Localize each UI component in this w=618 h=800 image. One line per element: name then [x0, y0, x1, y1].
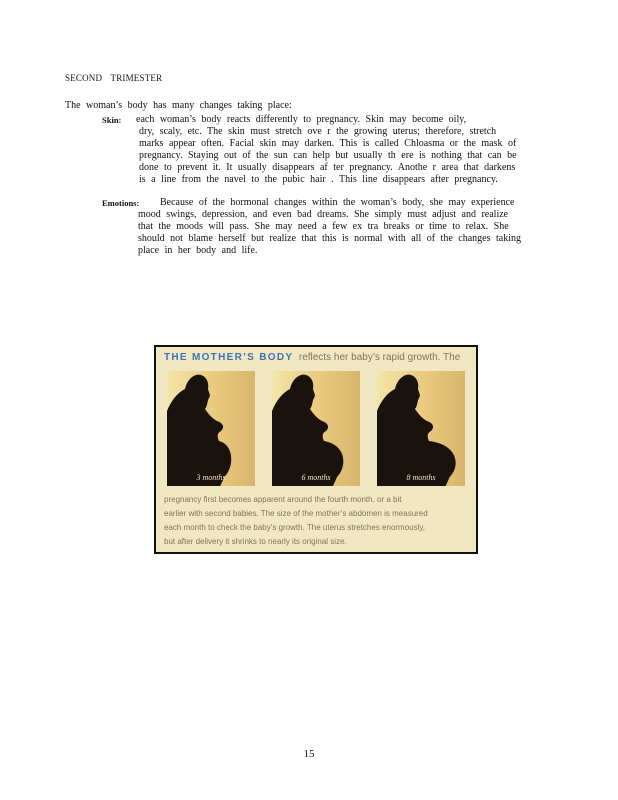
- photo-8-months: [377, 371, 465, 486]
- emotions-paragraph: [138, 197, 521, 257]
- skin-line: marks appear often. Facial skin may darken. This is called Chloasma or the mask of: [139, 138, 517, 149]
- skin-line: is a line from the navel to the pubic hair . This line disappears after pregnancy.: [139, 174, 498, 185]
- silhouette-icon: [377, 371, 465, 486]
- skin-paragraph: [136, 114, 517, 186]
- photo-3-months: [167, 371, 255, 486]
- skin-line: pregnancy. Staying out of the sun can help but usually th ere is nothing that can be: [139, 150, 517, 161]
- emotions-line: should not blame herself but realize that this is normal with all of the changes taking: [138, 233, 521, 244]
- silhouette-icon: [167, 371, 255, 486]
- term-emotions: Emotions:: [102, 198, 140, 208]
- emotions-line: place in her body and life.: [138, 245, 258, 256]
- caption-line: pregnancy first becomes apparent around the fourth month, or a bit: [164, 495, 402, 504]
- emotions-line: that the moods will pass. She may need a few ex tra breaks or time to relax. She: [138, 221, 509, 232]
- figure-caption: [164, 493, 428, 549]
- skin-line: each woman’s body reacts differently to pregnancy. Skin may become oily,: [136, 114, 467, 125]
- term-skin: Skin:: [102, 115, 122, 125]
- page-number: 15: [303, 748, 315, 760]
- caption-line: but after delivery it shrinks to nearly its original size.: [164, 537, 347, 546]
- figure-headline-rest: reflects her baby’s rapid growth. The: [298, 352, 461, 363]
- intro-text: The woman’s body has many changes taking place:: [65, 100, 292, 111]
- photo-label: 6 months: [301, 473, 331, 482]
- skin-line: dry, scaly, etc. The skin must stretch ove r the growing uterus; therefore, stretch: [139, 126, 497, 137]
- mothers-body-figure: [154, 345, 478, 554]
- emotions-line: mood swings, depression, and even bad dreams. She simply must adjust and realize: [138, 209, 509, 220]
- caption-line: earlier with second babies. The size of the mother’s abdomen is measured: [164, 509, 428, 518]
- photo-label: 8 months: [406, 473, 436, 482]
- skin-line: done to prevent it. It usually disappears af ter pregnancy. Anothe r area that darkens: [139, 162, 516, 173]
- silhouette-icon: [272, 371, 360, 486]
- section-title: SECOND TRIMESTER: [65, 73, 163, 83]
- figure-headline: [164, 352, 460, 363]
- caption-line: each month to check the baby’s growth. The uterus stretches enormously,: [164, 523, 426, 532]
- photo-label: 3 months: [196, 473, 226, 482]
- photo-6-months: [272, 371, 360, 486]
- emotions-line: Because of the hormonal changes within the woman’s body, she may experience: [160, 197, 515, 208]
- figure-headline-accent: THE MOTHER’S BODY: [164, 352, 294, 363]
